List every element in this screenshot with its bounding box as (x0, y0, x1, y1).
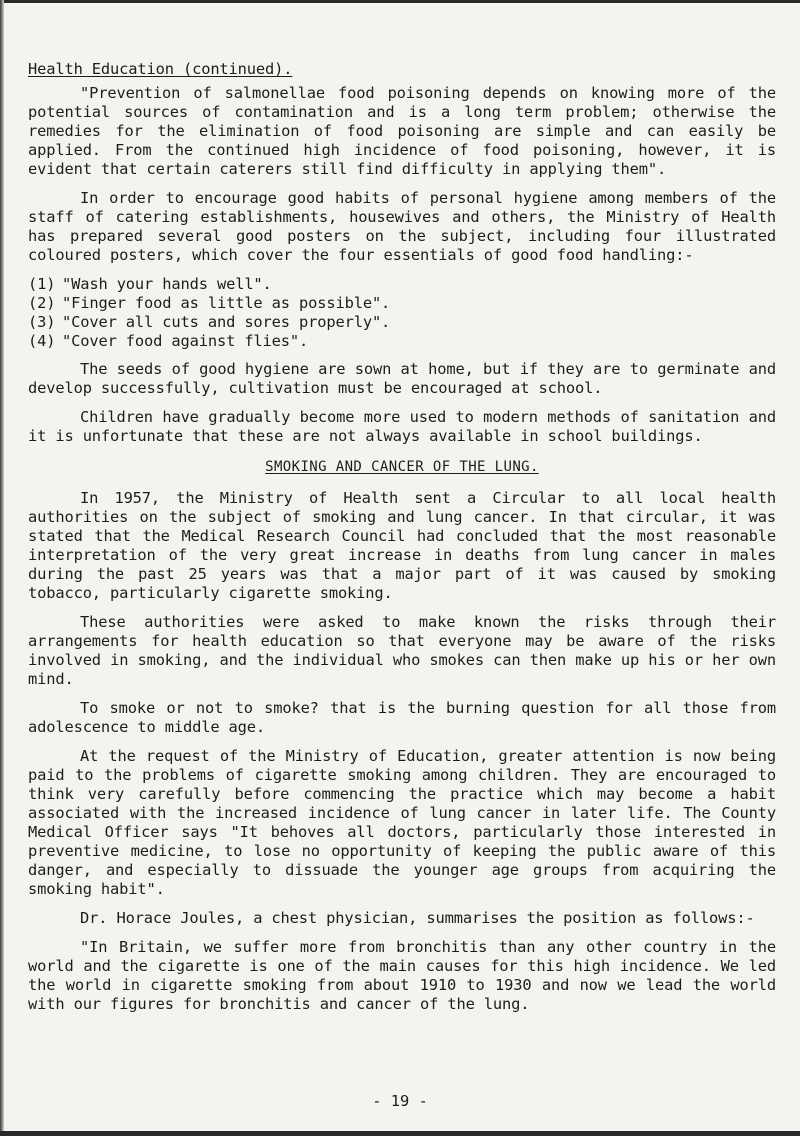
paragraph-hygiene-posters: In order to encourage good habits of personal hygiene among members of the staff of catering establishments, housewives and others, the Ministry of Health has prepared several good posters on the subject, including four illustrated coloured posters, which cover the four essentials of good food handling:- (28, 189, 776, 264)
paragraph-bronchitis-quote: "In Britain, we suffer more from bronchitis than any other country in the world and the cigarette is one of the main causes for this high incidence. We led the world in cigarette smoking from about 1910 to 1930 and now we lead the world with our figures for bronchitis and cancer of the lung. (28, 938, 776, 1013)
page-number: - 19 - (372, 1092, 428, 1110)
poster-list (28, 275, 776, 351)
section-title: SMOKING AND CANCER OF THE LUNG. (265, 459, 539, 475)
list-item-text: "Wash your hands well". (62, 275, 272, 293)
page-heading: Health Education (continued). (28, 60, 293, 78)
bottom-edge-rule (0, 1131, 800, 1136)
paragraph-ministry-circular: In 1957, the Ministry of Health sent a Circular to all local health authorities on the subject of smoking and lung cancer. In that circular, it was stated that the Medical Research Council had concluded that the most reasonable interpretation of the very great increase in deaths from lung cancer in males during the past 25 years was that a major part of it was caused by smoking tobacco, particularly cigarette smoking. (28, 489, 776, 602)
document-page (28, 60, 776, 1024)
paragraph-sanitation: Children have gradually become more used to modern methods of sanitation and it is unfortunate that these are not always available in school buildings. (28, 408, 776, 445)
top-edge-rule (0, 0, 800, 3)
paragraph-authorities-risks: These authorities were asked to make known the risks through their arrangements for health education so that everyone may be aware of the risks involved in smoking, and the individual who smokes can then make up his or her own mind. (28, 613, 776, 688)
list-item-number: (2) (28, 294, 56, 312)
list-item-text: "Cover food against flies". (62, 332, 309, 350)
list-item-text: "Finger food as little as possible". (62, 294, 391, 312)
paragraph-dr-joules: Dr. Horace Joules, a chest physician, summarises the position as follows:- (80, 909, 755, 927)
paragraph-burning-question: To smoke or not to smoke? that is the burning question for all those from adolescence to middle age. (28, 699, 776, 736)
list-item (28, 294, 776, 313)
paragraph-salmonellae-quote: "Prevention of salmonellae food poisoning depends on knowing more of the potential sources of contamination and is a long term problem; otherwise the remedies for the elimination of food poisoning are simple and can easily be applied. From the continued high incidence of food poisoning, however, it is evident that certain caterers still find difficulty in applying them". (28, 84, 776, 178)
list-item-number: (3) (28, 313, 56, 331)
list-item (28, 313, 776, 332)
list-item (28, 332, 776, 351)
left-binding-edge (0, 0, 4, 1136)
paragraph-seeds-of-hygiene: The seeds of good hygiene are sown at home, but if they are to germinate and develop successfully, cultivation must be encouraged at school. (28, 360, 776, 397)
list-item-number: (1) (28, 275, 56, 293)
list-item (28, 275, 776, 294)
list-item-number: (4) (28, 332, 56, 350)
list-item-text: "Cover all cuts and sores properly". (62, 313, 391, 331)
paragraph-ministry-education: At the request of the Ministry of Education, greater attention is now being paid to the problems of cigarette smoking among children. They are encouraged to think very carefully before commencing the practice which may become a habit associated with the increased incidence of lung cancer in later life. The County Medical Officer says "It behoves all doctors, particularly those interested in preventive medicine, to lose no opportunity of keeping the public aware of this danger, and especially to dissuade the younger age groups from acquiring the smoking habit". (28, 747, 776, 898)
